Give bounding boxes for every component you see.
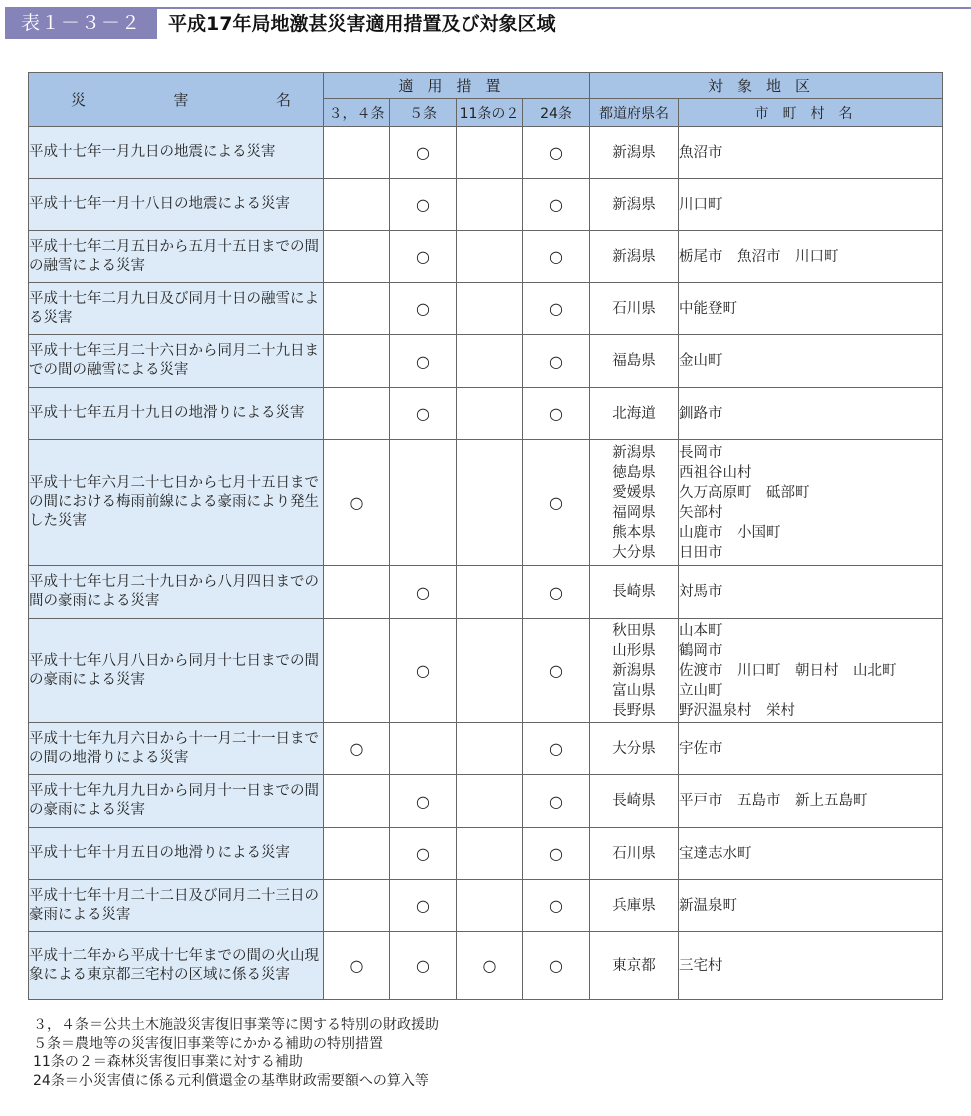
prefecture-name: 福島県 bbox=[612, 353, 656, 369]
municipality-cell bbox=[679, 388, 943, 440]
municipality-name: 山鹿市 小国町 bbox=[679, 524, 781, 541]
table-row bbox=[29, 388, 943, 440]
article-5-cell: ○ bbox=[390, 283, 457, 335]
prefecture-name: 福岡県 bbox=[612, 504, 656, 521]
disaster-name-cell: 平成十二年から平成十七年までの間の火山現象による東京都三宅村の区域に係る災害 bbox=[29, 932, 324, 1000]
table-row bbox=[29, 231, 943, 283]
article-5-cell: ○ bbox=[390, 828, 457, 880]
table-number-badge: 表１－３－２ bbox=[5, 7, 157, 39]
disaster-name-cell: 平成十七年十月二十二日及び同月二十三日の豪雨による災害 bbox=[29, 880, 324, 932]
header-applied-measures: 適用措置 bbox=[324, 73, 590, 99]
prefecture-name: 徳島県 bbox=[612, 464, 656, 481]
prefecture-name: 長野県 bbox=[612, 702, 656, 719]
header-disaster-char-1: 災 bbox=[71, 91, 87, 109]
article-11-2-cell: ○ bbox=[457, 932, 523, 1000]
prefecture-cell bbox=[590, 179, 679, 231]
prefecture-cell bbox=[590, 566, 679, 619]
municipality-name: 新温泉町 bbox=[679, 897, 738, 914]
article-11-2-cell bbox=[457, 723, 523, 775]
disaster-name-cell: 平成十七年六月二十七日から七月十五日までの間における梅雨前線による豪雨により発生した災害 bbox=[29, 440, 324, 566]
header-article-11-2: 11条の２ bbox=[457, 99, 523, 127]
disaster-name-cell: 平成十七年九月六日から十一月二十一日までの間の地滑りによる災害 bbox=[29, 723, 324, 775]
disaster-name-cell: 平成十七年一月九日の地震による災害 bbox=[29, 127, 324, 179]
prefecture-cell bbox=[590, 231, 679, 283]
municipality-cell bbox=[679, 179, 943, 231]
prefecture-cell bbox=[590, 283, 679, 335]
municipality-name: 山本町 bbox=[679, 622, 723, 639]
municipality-cell bbox=[679, 231, 943, 283]
municipality-name: 平戸市 五島市 新上五島町 bbox=[679, 793, 868, 809]
municipality-cell bbox=[679, 932, 943, 1000]
table-caption-header bbox=[0, 0, 971, 44]
prefecture-name: 兵庫県 bbox=[612, 897, 656, 914]
article-3-4-cell bbox=[324, 566, 390, 619]
table-row bbox=[29, 566, 943, 619]
disaster-name-cell: 平成十七年二月五日から五月十五日までの間の融雪による災害 bbox=[29, 231, 324, 283]
article-11-2-cell bbox=[457, 619, 523, 723]
article-3-4-cell bbox=[324, 619, 390, 723]
prefecture-cell bbox=[590, 127, 679, 179]
article-24-cell: ○ bbox=[523, 880, 590, 932]
article-24-cell: ○ bbox=[523, 619, 590, 723]
article-11-2-cell bbox=[457, 440, 523, 566]
prefecture-cell bbox=[590, 880, 679, 932]
article-11-2-cell bbox=[457, 880, 523, 932]
header-municipality: 市町村名 bbox=[679, 99, 943, 127]
article-11-2-cell bbox=[457, 127, 523, 179]
article-24-cell: ○ bbox=[523, 723, 590, 775]
article-5-cell: ○ bbox=[390, 127, 457, 179]
table-row bbox=[29, 440, 943, 566]
article-5-cell: ○ bbox=[390, 231, 457, 283]
article-3-4-cell bbox=[324, 388, 390, 440]
article-5-cell: ○ bbox=[390, 880, 457, 932]
table-row bbox=[29, 723, 943, 775]
municipality-cell bbox=[679, 723, 943, 775]
municipality-name: 日田市 bbox=[679, 544, 723, 561]
table-row bbox=[29, 775, 943, 828]
municipality-name: 久万高原町 砥部町 bbox=[679, 484, 810, 501]
article-3-4-cell bbox=[324, 283, 390, 335]
table-row bbox=[29, 880, 943, 932]
article-3-4-cell: ○ bbox=[324, 932, 390, 1000]
article-3-4-cell bbox=[324, 335, 390, 388]
article-3-4-cell bbox=[324, 828, 390, 880]
header-article-3-4: ３，４条 bbox=[324, 99, 390, 127]
prefecture-cell bbox=[590, 723, 679, 775]
article-24-cell: ○ bbox=[523, 775, 590, 828]
disaster-name-cell: 平成十七年八月八日から同月十七日までの間の豪雨による災害 bbox=[29, 619, 324, 723]
prefecture-cell bbox=[590, 335, 679, 388]
table-row bbox=[29, 932, 943, 1000]
header-article-5: ５条 bbox=[390, 99, 457, 127]
municipality-name: 矢部村 bbox=[679, 504, 723, 521]
article-11-2-cell bbox=[457, 335, 523, 388]
footnote: ５条＝農地等の災害復旧事業等にかかる補助の特別措置 bbox=[33, 1035, 383, 1052]
disaster-name-cell: 平成十七年七月二十九日から八月四日までの間の豪雨による災害 bbox=[29, 566, 324, 619]
article-3-4-cell bbox=[324, 231, 390, 283]
municipality-name: 鶴岡市 bbox=[679, 642, 723, 659]
prefecture-cell bbox=[590, 932, 679, 1000]
table-title: 平成17年局地激甚災害適用措置及び対象区域 bbox=[168, 13, 556, 35]
header-article-24: 24条 bbox=[523, 99, 590, 127]
header-disaster-char-2: 害 bbox=[173, 91, 189, 109]
prefecture-cell bbox=[590, 388, 679, 440]
table-row bbox=[29, 335, 943, 388]
article-11-2-cell bbox=[457, 828, 523, 880]
disaster-name-cell: 平成十七年一月十八日の地震による災害 bbox=[29, 179, 324, 231]
prefecture-name: 北海道 bbox=[612, 405, 656, 422]
article-3-4-cell bbox=[324, 179, 390, 231]
municipality-name: 対馬市 bbox=[679, 584, 723, 600]
prefecture-name: 新潟県 bbox=[612, 444, 656, 461]
article-11-2-cell bbox=[457, 179, 523, 231]
article-11-2-cell bbox=[457, 231, 523, 283]
footnote: ３，４条＝公共土木施設災害復旧事業等に関する特別の財政援助 bbox=[33, 1017, 439, 1033]
article-24-cell: ○ bbox=[523, 127, 590, 179]
prefecture-name: 長崎県 bbox=[612, 793, 656, 809]
article-3-4-cell bbox=[324, 127, 390, 179]
municipality-cell bbox=[679, 440, 943, 566]
article-3-4-cell: ○ bbox=[324, 723, 390, 775]
prefecture-name: 熊本県 bbox=[612, 524, 656, 541]
municipality-cell bbox=[679, 775, 943, 828]
disaster-name-cell: 平成十七年十月五日の地滑りによる災害 bbox=[29, 828, 324, 880]
article-5-cell: ○ bbox=[390, 388, 457, 440]
prefecture-cell bbox=[590, 828, 679, 880]
article-3-4-cell: ○ bbox=[324, 440, 390, 566]
prefecture-name: 大分県 bbox=[612, 544, 656, 561]
header-target-region: 対象地区 bbox=[590, 73, 943, 99]
municipality-cell bbox=[679, 335, 943, 388]
article-3-4-cell bbox=[324, 775, 390, 828]
article-11-2-cell bbox=[457, 283, 523, 335]
article-5-cell bbox=[390, 723, 457, 775]
table-row bbox=[29, 828, 943, 880]
prefecture-name: 大分県 bbox=[612, 740, 656, 757]
municipality-cell bbox=[679, 828, 943, 880]
prefecture-name: 愛媛県 bbox=[612, 484, 656, 501]
prefecture-name: 石川県 bbox=[612, 300, 656, 317]
prefecture-name: 石川県 bbox=[612, 845, 656, 862]
municipality-cell bbox=[679, 619, 943, 723]
article-24-cell: ○ bbox=[523, 179, 590, 231]
municipality-name: 釧路市 bbox=[679, 405, 723, 422]
prefecture-name: 新潟県 bbox=[612, 248, 656, 265]
article-24-cell: ○ bbox=[523, 932, 590, 1000]
municipality-name: 宝達志水町 bbox=[679, 845, 752, 862]
prefecture-name: 新潟県 bbox=[612, 196, 656, 213]
municipality-name: 立山町 bbox=[679, 682, 723, 699]
municipality-name: 三宅村 bbox=[679, 957, 723, 974]
municipality-name: 魚沼市 bbox=[679, 144, 723, 161]
municipality-name: 西祖谷山村 bbox=[679, 464, 752, 481]
footnote: 11条の２＝森林災害復旧事業に対する補助 bbox=[33, 1054, 303, 1070]
prefecture-name: 秋田県 bbox=[612, 622, 656, 639]
municipality-name: 栃尾市 魚沼市 川口町 bbox=[679, 248, 839, 265]
article-11-2-cell bbox=[457, 566, 523, 619]
article-24-cell: ○ bbox=[523, 388, 590, 440]
article-24-cell: ○ bbox=[523, 828, 590, 880]
prefecture-name: 東京都 bbox=[612, 957, 656, 974]
municipality-cell bbox=[679, 880, 943, 932]
article-11-2-cell bbox=[457, 775, 523, 828]
prefecture-name: 新潟県 bbox=[612, 144, 656, 161]
municipality-name: 長岡市 bbox=[679, 444, 723, 461]
article-5-cell: ○ bbox=[390, 335, 457, 388]
disaster-measures-table bbox=[28, 72, 943, 1000]
article-24-cell: ○ bbox=[523, 231, 590, 283]
prefecture-cell bbox=[590, 619, 679, 723]
article-5-cell: ○ bbox=[390, 566, 457, 619]
article-5-cell: ○ bbox=[390, 619, 457, 723]
prefecture-name: 新潟県 bbox=[612, 662, 656, 679]
disaster-name-cell: 平成十七年五月十九日の地滑りによる災害 bbox=[29, 388, 324, 440]
municipality-cell bbox=[679, 127, 943, 179]
table-row bbox=[29, 283, 943, 335]
article-24-cell: ○ bbox=[523, 283, 590, 335]
footnotes bbox=[33, 1016, 439, 1090]
table-row bbox=[29, 179, 943, 231]
header-disaster-char-3: 名 bbox=[275, 91, 291, 109]
municipality-name: 野沢温泉村 栄村 bbox=[679, 702, 796, 719]
article-5-cell bbox=[390, 440, 457, 566]
table-row bbox=[29, 127, 943, 179]
prefecture-name: 山形県 bbox=[612, 642, 656, 659]
municipality-name: 金山町 bbox=[679, 353, 723, 369]
footnote: 24条＝小災害債に係る元利償還金の基準財政需要額への算入等 bbox=[33, 1072, 429, 1089]
header-rule bbox=[157, 7, 971, 9]
municipality-name: 中能登町 bbox=[679, 300, 738, 317]
prefecture-name: 富山県 bbox=[612, 682, 656, 699]
article-5-cell: ○ bbox=[390, 775, 457, 828]
prefecture-cell bbox=[590, 440, 679, 566]
article-11-2-cell bbox=[457, 388, 523, 440]
disaster-name-cell: 平成十七年九月九日から同月十一日までの間の豪雨による災害 bbox=[29, 775, 324, 828]
municipality-name: 川口町 bbox=[679, 196, 723, 213]
municipality-name: 佐渡市 川口町 朝日村 山北町 bbox=[679, 662, 897, 679]
article-5-cell: ○ bbox=[390, 932, 457, 1000]
disaster-name-cell: 平成十七年二月九日及び同月十日の融雪による災害 bbox=[29, 283, 324, 335]
prefecture-name: 長崎県 bbox=[612, 584, 656, 600]
article-5-cell: ○ bbox=[390, 179, 457, 231]
table-row bbox=[29, 619, 943, 723]
article-24-cell: ○ bbox=[523, 335, 590, 388]
article-24-cell: ○ bbox=[523, 440, 590, 566]
municipality-cell bbox=[679, 566, 943, 619]
header-prefecture: 都道府県名 bbox=[590, 99, 679, 127]
prefecture-cell bbox=[590, 775, 679, 828]
article-24-cell: ○ bbox=[523, 566, 590, 619]
municipality-cell bbox=[679, 283, 943, 335]
municipality-name: 宇佐市 bbox=[679, 740, 723, 757]
disaster-name-cell: 平成十七年三月二十六日から同月二十九日までの間の融雪による災害 bbox=[29, 335, 324, 388]
header-disaster-name bbox=[29, 73, 324, 127]
article-3-4-cell bbox=[324, 880, 390, 932]
